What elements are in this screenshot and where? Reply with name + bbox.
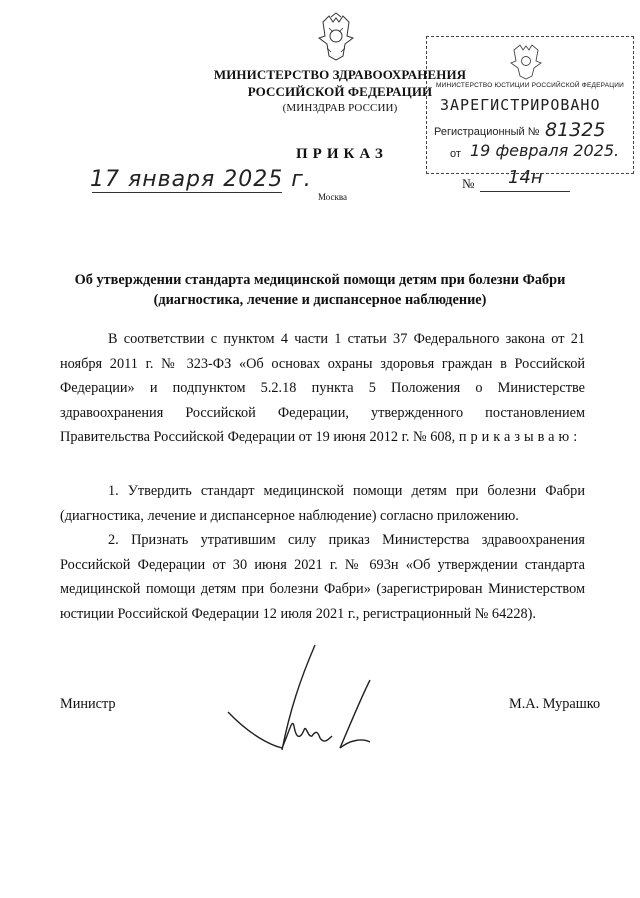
title-line1: Об утверждении стандарта медицинской помощи детям при болезни Фабри	[74, 272, 566, 288]
paragraph-item-2: 2. Признать утратившим силу приказ Министерства здравоохранения Российской Федерации от 30 июня 2021 г. № 693н «Об утверждении стандарта медицинской помощи детям при болезни Фабри» (зарегистрирован Министерством юстиции Российской Федерации 12 июля 2021 г., регистрационный № 64228).	[60, 532, 585, 622]
stamp-header: МИНИСТЕРСТВО ЮСТИЦИИ РОССИЙСКОЙ ФЕДЕРАЦИИ	[435, 82, 625, 89]
paragraph-preamble	[60, 327, 585, 450]
number-underline	[480, 191, 570, 192]
signature-icon	[220, 640, 380, 760]
date-underline	[92, 192, 282, 193]
ministry-line1: МИНИСТЕРСТВО ЗДРАВООХРАНЕНИЯ	[213, 67, 467, 82]
stamp-reg-date-label: от	[450, 148, 461, 160]
stamp-reg-date: 19 февраля 2025.	[470, 141, 620, 160]
stamp-emblem-icon	[508, 42, 544, 80]
preamble-text: В соответствии с пунктом 4 части 1 статьи 37 Федерального закона от 21 ноября 2011 г. № 323-ФЗ «Об основах охраны здоровья граждан в Российской Федерации» и подпунктом 5.2.18 пункта 5 Положения о Министерстве здравоохранения Российской Федерации, утвержденного постановлением Правительства Российской Федерации от 19 июня 2012 г. № 608,	[60, 331, 585, 445]
document-title	[60, 270, 580, 310]
stamp-registered: ЗАРЕГИСТРИРОВАНО	[440, 96, 601, 114]
stamp-reg-number-label: Регистрационный №	[434, 126, 540, 138]
signatory-position: Министр	[60, 696, 116, 712]
signatory-name: М.А. Мурашко	[509, 696, 601, 712]
ministry-short: (МИНЗДРАВ РОССИИ)	[282, 102, 398, 114]
stamp-reg-number: 81325	[545, 119, 606, 141]
ministry-line2: РОССИЙСКОЙ ФЕДЕРАЦИИ	[247, 84, 433, 99]
title-line2: (диагностика, лечение и диспансерное наблюдение)	[153, 292, 487, 308]
order-date: 17 января 2025 г.	[90, 167, 312, 192]
doc-type: ПРИКАЗ	[296, 146, 388, 162]
number-sign: №	[462, 176, 475, 191]
state-emblem-icon	[315, 12, 357, 62]
order-number: 14н	[508, 167, 543, 188]
order-word: приказываю:	[458, 429, 582, 445]
city: Москва	[318, 192, 347, 202]
paragraph-item-1: 1. Утвердить стандарт медицинской помощи детям при болезни Фабри (диагностика, лечение и диспансерное наблюдение) согласно приложению.	[60, 483, 585, 524]
